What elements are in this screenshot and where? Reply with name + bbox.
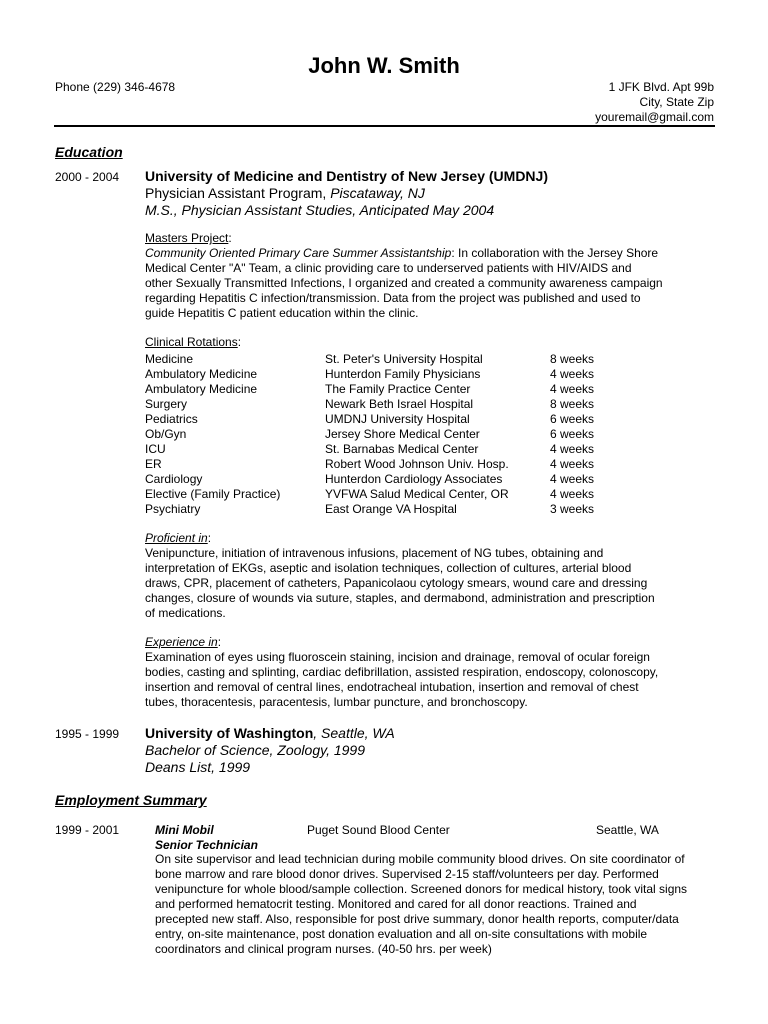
rotation-duration: 6 weeks bbox=[550, 427, 595, 441]
rotation-site: YVFWA Salud Medical Center, OR bbox=[325, 487, 509, 501]
job-line: coordinators and clinical program nurses. (40-50 hrs. per week) bbox=[155, 942, 492, 956]
masters-label: Masters Project bbox=[145, 231, 229, 245]
job-description bbox=[155, 852, 687, 957]
rotation-specialty: ICU bbox=[145, 442, 166, 456]
masters-line: other Sexually Transmitted Infections, I organized and created a community awareness campaign bbox=[145, 276, 663, 290]
rotation-specialty: Ambulatory Medicine bbox=[145, 382, 258, 396]
rotation-site: St. Peter's University Hospital bbox=[325, 352, 483, 366]
rotation-duration: 6 weeks bbox=[550, 412, 595, 426]
rotation-site: Jersey Shore Medical Center bbox=[325, 427, 480, 441]
rotation-specialty: Ob/Gyn bbox=[145, 427, 187, 441]
proficient-label-line: Proficient in: bbox=[145, 531, 212, 545]
masters-label-line: Masters Project: bbox=[145, 231, 232, 245]
uw-school-line bbox=[145, 725, 395, 742]
uw-honor: Deans List, 1999 bbox=[145, 759, 251, 775]
proficient-line: draws, CPR, placement of catheters, Papanicolaou cytology smears, wound care and dressing bbox=[145, 576, 648, 590]
rotations-label-line: Clinical Rotations: bbox=[145, 335, 242, 349]
job-line: precepted new staff. Also, responsible for post drive summary, donor health reports, computer/data bbox=[155, 912, 679, 926]
rotation-duration: 8 weeks bbox=[550, 397, 595, 411]
masters-line: regarding Hepatitis C infection/transmission. Data from the project was published and used to bbox=[145, 291, 641, 305]
rotation-site: Newark Beth Israel Hospital bbox=[325, 397, 474, 411]
employment-heading: Employment Summary bbox=[55, 792, 207, 808]
experience-label: Experience in bbox=[145, 635, 218, 649]
rotation-duration: 3 weeks bbox=[550, 502, 595, 516]
uw-degree: Bachelor of Science, Zoology, 1999 bbox=[145, 742, 365, 758]
proficient-line: changes, closure of wounds via suture, staples, and dermabond, administration and prescription bbox=[145, 591, 655, 605]
job-employer: Puget Sound Blood Center bbox=[307, 823, 450, 837]
rotation-duration: 8 weeks bbox=[550, 352, 595, 366]
proficient-line: interpretation of EKGs, aseptic and isolation techniques, collection of cultures, arterial blood bbox=[145, 561, 632, 575]
rotation-duration: 4 weeks bbox=[550, 457, 595, 471]
rotation-specialty: Elective (Family Practice) bbox=[145, 487, 281, 501]
proficient-label: Proficient in bbox=[145, 531, 208, 545]
job-line: venipuncture for whole blood/sample collection. Screened donors for medical history, took vital signs bbox=[155, 882, 688, 896]
uw-dates: 1995 - 1999 bbox=[55, 727, 120, 741]
experience-line: insertion and removal of central lines, endotracheal intubation, insertion and removal of chest bbox=[145, 680, 639, 694]
job-line: and performed hematocrit testing. Monitored and cared for all donor reactions. Trained and bbox=[155, 897, 637, 911]
rotation-specialty: Ambulatory Medicine bbox=[145, 367, 258, 381]
experience-label-line: Experience in: bbox=[145, 635, 222, 649]
address-street: 1 JFK Blvd. Apt 99b bbox=[608, 80, 714, 94]
masters-line: Community Oriented Primary Care Summer Assistantship: In collaboration with the Jersey Shore bbox=[145, 246, 659, 260]
job-program: Mini Mobil bbox=[155, 823, 214, 837]
email-address: youremail@gmail.com bbox=[595, 110, 714, 124]
umdnj-program bbox=[145, 185, 425, 202]
rotation-duration: 4 weeks bbox=[550, 367, 595, 381]
experience-line: Examination of eyes using fluoroscein staining, incision and drainage, removal of ocular foreign bbox=[145, 650, 650, 664]
rotation-site: Hunterdon Family Physicians bbox=[325, 367, 481, 381]
rotation-site: The Family Practice Center bbox=[325, 382, 471, 396]
uw-location: , Seattle, WA bbox=[313, 725, 395, 741]
rotation-specialty: Cardiology bbox=[145, 472, 203, 486]
resume-name: John W. Smith bbox=[308, 53, 460, 78]
uw-school: University of Washington bbox=[145, 725, 314, 741]
rotation-duration: 4 weeks bbox=[550, 442, 595, 456]
umdnj-degree: M.S., Physician Assistant Studies, Anticipated May 2004 bbox=[145, 202, 495, 218]
rotation-specialty: Pediatrics bbox=[145, 412, 198, 426]
contact-address bbox=[595, 80, 714, 125]
masters-line: guide Hepatitis C patient education within the clinic. bbox=[145, 306, 419, 320]
experience-section bbox=[145, 635, 658, 710]
rotation-site: East Orange VA Hospital bbox=[325, 502, 457, 516]
masters-title: Community Oriented Primary Care Summer Assistantship bbox=[145, 246, 452, 260]
rotation-site: St. Barnabas Medical Center bbox=[325, 442, 479, 456]
rotation-site: Hunterdon Cardiology Associates bbox=[325, 472, 503, 486]
phone-number: Phone (229) 346-4678 bbox=[55, 80, 176, 94]
rotation-duration: 4 weeks bbox=[550, 382, 595, 396]
masters-project bbox=[145, 231, 663, 321]
rotations-label: Clinical Rotations bbox=[145, 335, 238, 349]
proficient-section bbox=[145, 531, 655, 621]
job-title: Senior Technician bbox=[155, 838, 258, 852]
job-dates: 1999 - 2001 bbox=[55, 823, 120, 837]
address-city: City, State Zip bbox=[639, 95, 714, 109]
rotation-site: UMDNJ University Hospital bbox=[325, 412, 470, 426]
rotation-specialty: Medicine bbox=[145, 352, 194, 366]
masters-line: Medical Center "A" Team, a clinic providing care to underserved patients with HIV/AIDS and bbox=[145, 261, 632, 275]
experience-line: tubes, thoracentesis, paracentesis, lumbar puncture, and bronchoscopy. bbox=[145, 695, 528, 709]
job-line: entry, on-site maintenance, post donation evaluation and all on-site consultations with mobile bbox=[155, 927, 648, 941]
proficient-line: Venipuncture, initiation of intravenous infusions, placement of NG tubes, obtaining and bbox=[145, 546, 604, 560]
umdnj-dates: 2000 - 2004 bbox=[55, 170, 120, 184]
program-name: Physician Assistant Program, bbox=[145, 185, 331, 201]
proficient-line: of medications. bbox=[145, 606, 226, 620]
job-line: bone marrow and rare blood donor drives. Supervised 2-15 staff/volunteers per day. Performed bbox=[155, 867, 659, 881]
rotation-specialty: Psychiatry bbox=[145, 502, 201, 516]
program-location: Piscataway, NJ bbox=[330, 185, 425, 201]
education-heading: Education bbox=[55, 144, 123, 160]
rotation-site: Robert Wood Johnson Univ. Hosp. bbox=[325, 457, 509, 471]
rotation-specialty: ER bbox=[145, 457, 162, 471]
rotation-duration: 4 weeks bbox=[550, 472, 595, 486]
job-line: On site supervisor and lead technician during mobile community blood drives. On site coordinator of bbox=[155, 852, 685, 866]
job-location: Seattle, WA bbox=[596, 823, 659, 837]
header-divider bbox=[54, 125, 715, 127]
experience-line: bodies, casting and splinting, cardiac defibrillation, assisted respiration, endoscopy, colonoscopy, bbox=[145, 665, 659, 679]
rotation-duration: 4 weeks bbox=[550, 487, 595, 501]
umdnj-school: University of Medicine and Dentistry of New Jersey (UMDNJ) bbox=[145, 168, 548, 184]
rotation-specialty: Surgery bbox=[145, 397, 188, 411]
